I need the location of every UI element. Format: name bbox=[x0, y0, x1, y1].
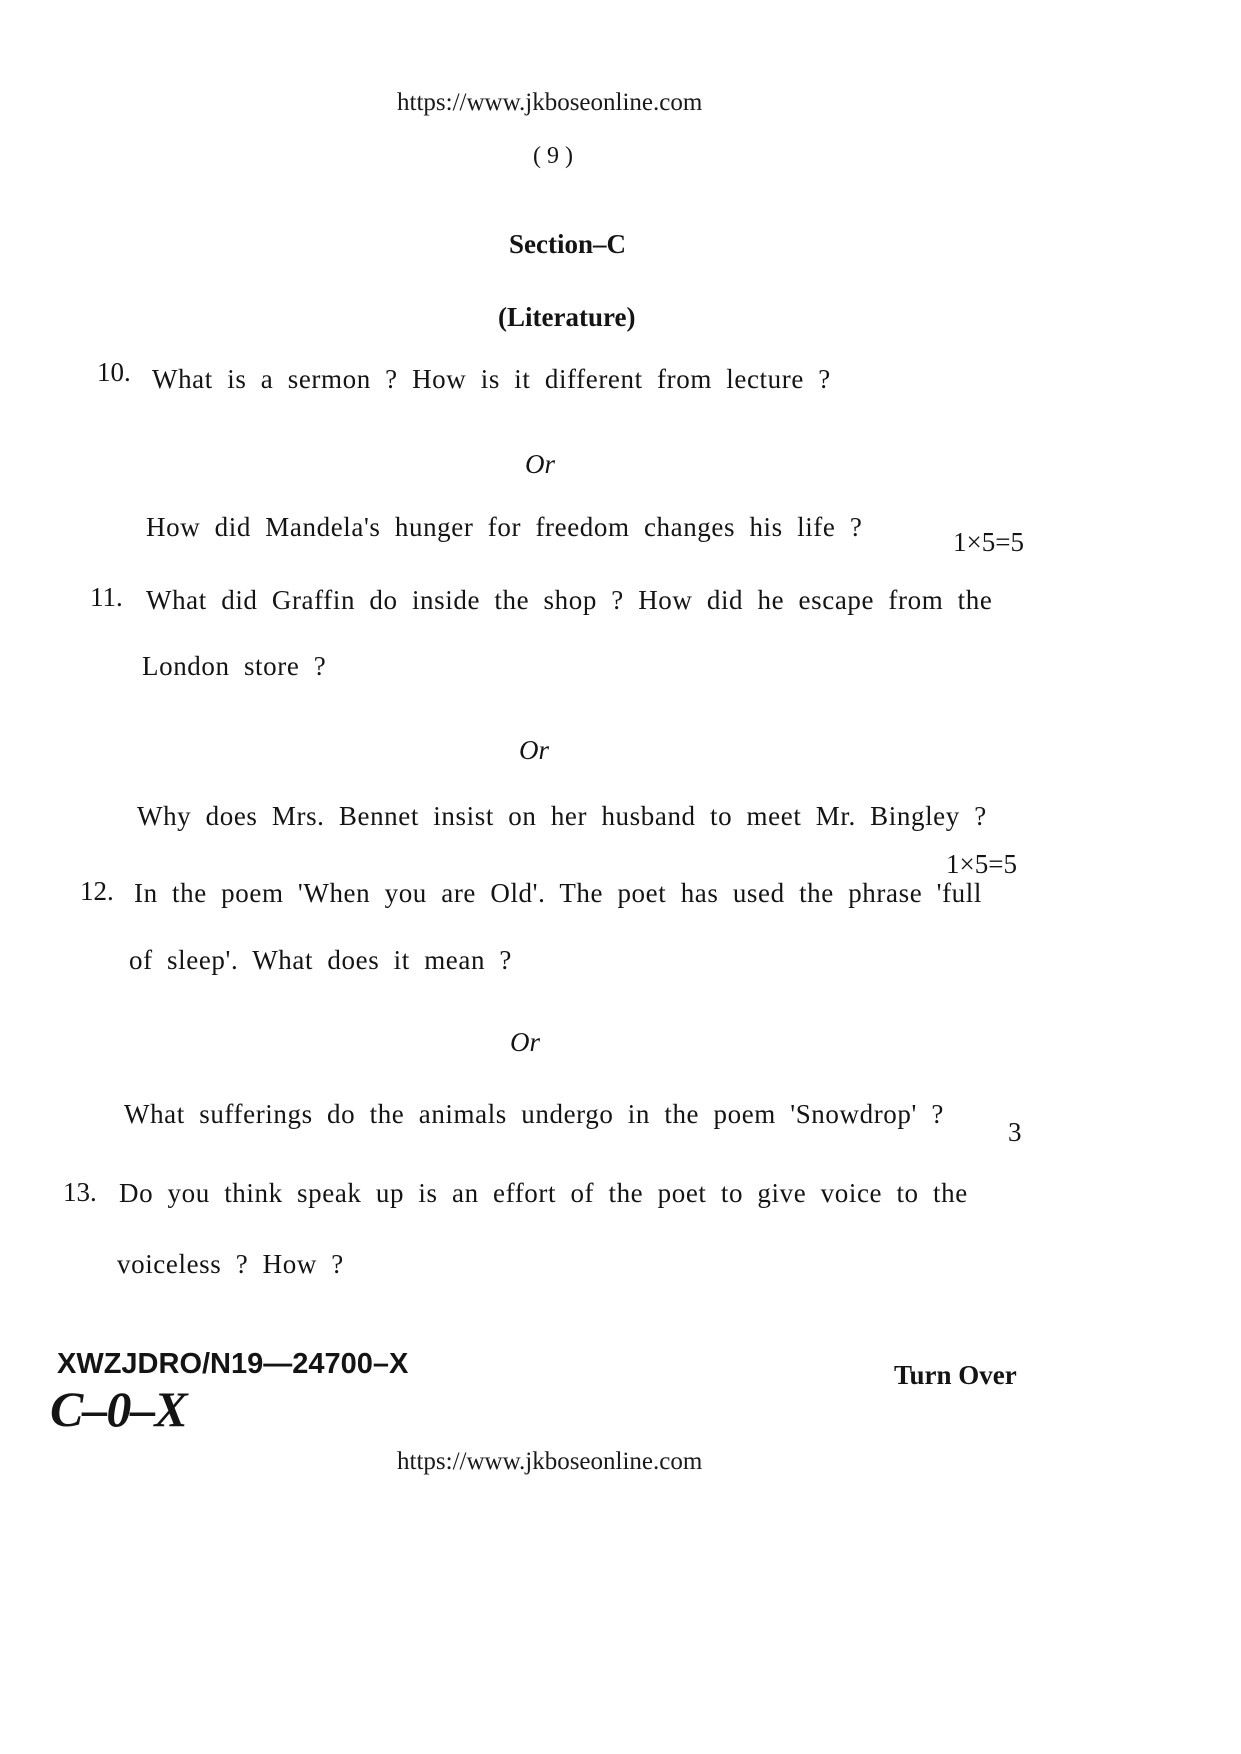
section-title: Section–C bbox=[509, 229, 626, 259]
set-code: C–0–X bbox=[50, 1381, 187, 1437]
footer-url: https://www.jkboseonline.com bbox=[397, 1448, 703, 1475]
marks-label: 1×5=5 bbox=[953, 527, 1024, 557]
alternative-question-text: How did Mandela's hunger for freedom changes his life ? bbox=[146, 512, 863, 542]
question-number: 12. bbox=[80, 876, 114, 906]
marks-label: 3 bbox=[1008, 1117, 1022, 1147]
alternative-question-text: Why does Mrs. Bennet insist on her husband to meet Mr. Bingley ? bbox=[137, 801, 987, 831]
or-label: Or bbox=[525, 449, 556, 479]
question-text: What did Graffin do inside the shop ? How did he escape from the bbox=[146, 585, 993, 615]
section-subtitle: (Literature) bbox=[498, 302, 636, 332]
question-text: What is a sermon ? How is it different from lecture ? bbox=[152, 364, 831, 394]
question-number: 10. bbox=[97, 357, 131, 387]
question-number: 13. bbox=[63, 1177, 97, 1207]
marks-label: 1×5=5 bbox=[946, 849, 1017, 879]
or-label: Or bbox=[510, 1027, 541, 1057]
question-text-continued: voiceless ? How ? bbox=[117, 1249, 344, 1279]
question-text-continued: of sleep'. What does it mean ? bbox=[129, 945, 513, 975]
alternative-question-text: What sufferings do the animals undergo in the poem 'Snowdrop' ? bbox=[124, 1099, 944, 1129]
question-text: In the poem 'When you are Old'. The poet has used the phrase 'full bbox=[134, 878, 982, 908]
paper-code: XWZJDRO/N19—24700–X bbox=[57, 1348, 409, 1380]
header-url: https://www.jkboseonline.com bbox=[397, 89, 703, 116]
question-text-continued: London store ? bbox=[142, 651, 327, 681]
or-label: Or bbox=[519, 735, 550, 765]
question-text: Do you think speak up is an effort of the poet to give voice to the bbox=[119, 1178, 968, 1208]
turn-over-label: Turn Over bbox=[894, 1360, 1017, 1390]
page-number: ( 9 ) bbox=[533, 143, 573, 169]
question-number: 11. bbox=[90, 582, 123, 612]
